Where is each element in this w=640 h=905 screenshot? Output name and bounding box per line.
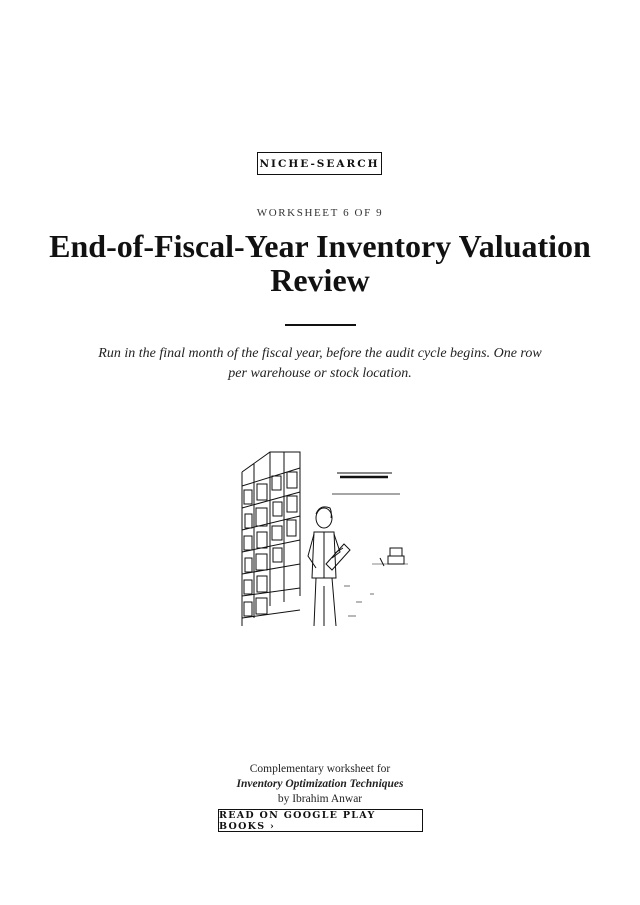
author-line: by Ibrahim Anwar — [277, 793, 363, 805]
shelving-unit-icon — [242, 452, 300, 626]
ceiling-light-icon — [332, 473, 400, 494]
title-divider — [285, 324, 356, 326]
floor-marks-icon — [344, 586, 374, 616]
book-title: Inventory Optimization Techniques — [236, 778, 404, 790]
brand-label: NICHE-SEARCH — [259, 157, 380, 170]
book-credit — [0, 762, 640, 807]
cta-label: READ ON GOOGLE PLAY BOOKS › — [219, 809, 376, 832]
worksheet-kicker: WORKSHEET 6 OF 9 — [256, 207, 384, 219]
brand-badge — [257, 152, 382, 175]
credit-intro: Complementary worksheet for — [249, 763, 391, 775]
distant-cart-icon — [372, 548, 408, 566]
worksheet-description: Run in the final month of the fiscal year, before the audit cycle begins. One row per warehouse or stock location. — [98, 346, 542, 381]
worker-figure-icon — [308, 507, 350, 626]
read-on-google-play-button[interactable] — [218, 809, 423, 832]
page-title: End-of-Fiscal-Year Inventory Valuation Review — [49, 228, 591, 298]
warehouse-worker-illustration — [232, 446, 408, 630]
